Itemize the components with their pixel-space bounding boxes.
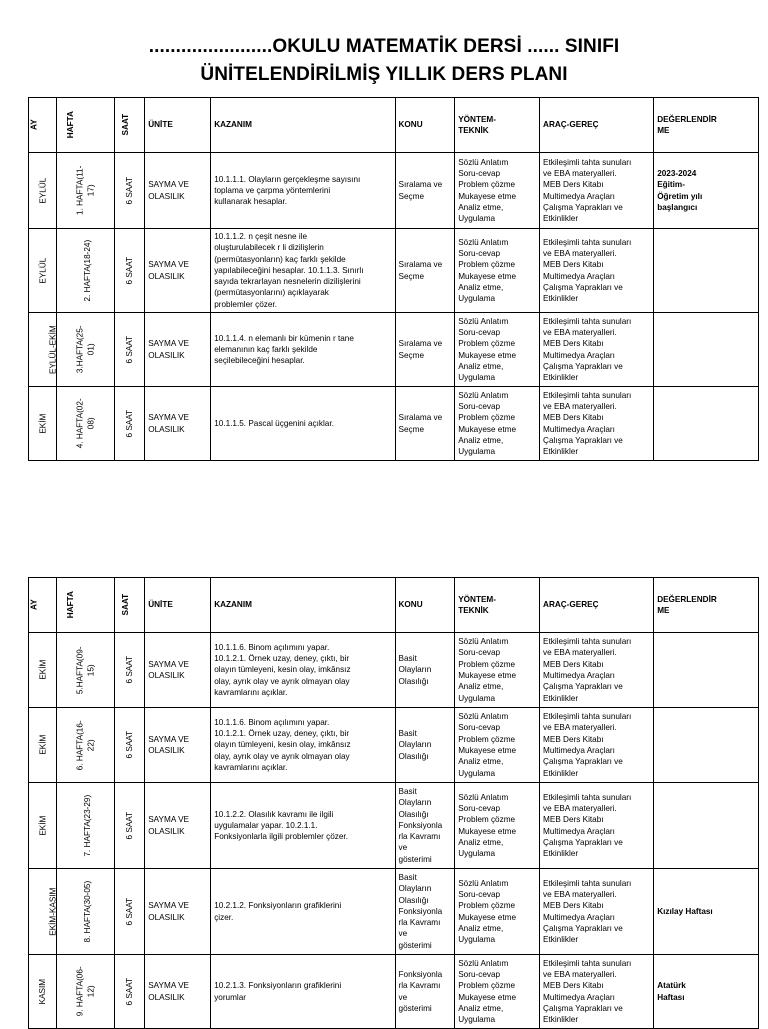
cell-saat: 6 SAAT bbox=[114, 153, 144, 229]
cell-hafta: 3.HAFTA(25- 01) bbox=[57, 313, 115, 387]
cell-saat: 6 SAAT bbox=[114, 633, 144, 708]
cell-yontem: Sözlü Anlatım Soru-cevap Problem çözme Mukayese etme Analiz etme, Uygulama bbox=[455, 955, 540, 1029]
cell-arac: Etkileşimli tahta sunuları ve EBA materyalleri. MEB Ders Kitabı Multimedya Araçları Çalışma Yaprakları ve Etkinlikler bbox=[540, 313, 654, 387]
header-hafta: HAFTA bbox=[57, 98, 115, 153]
cell-kazanim: 10.1.1.5. Pascal üçgenini açıklar. bbox=[211, 387, 395, 461]
cell-saat: 6 SAAT bbox=[114, 229, 144, 313]
cell-konu: Basit Olayların Olasılığı Fonksiyonla rla Kavramı ve gösterimi bbox=[395, 783, 455, 869]
cell-kazanim: 10.2.1.2. Fonksiyonların grafiklerini çizer. bbox=[211, 869, 395, 955]
cell-konu: Sıralama ve Seçme bbox=[395, 153, 455, 229]
cell-konu: Basit Olayların Olasılığı Fonksiyonla rla Kavramı ve gösterimi bbox=[395, 869, 455, 955]
cell-yontem: Sözlü Anlatım Soru-cevap Problem çözme Mukayese etme Analiz etme, Uygulama bbox=[455, 708, 540, 783]
header-kazanim: KAZANIM bbox=[211, 98, 395, 153]
header-yontem: YÖNTEM- TEKNİK bbox=[455, 578, 540, 633]
cell-unite: SAYMA VE OLASILIK bbox=[145, 313, 211, 387]
cell-hafta: 5.HAFTA(09- 15) bbox=[57, 633, 115, 708]
header-hafta: HAFTA bbox=[57, 578, 115, 633]
header-ay: AY bbox=[29, 578, 57, 633]
cell-unite: SAYMA VE OLASILIK bbox=[145, 955, 211, 1029]
cell-ay: EKİM bbox=[29, 387, 57, 461]
cell-yontem: Sözlü Anlatım Soru-cevap Problem çözme Mukayese etme Analiz etme, Uygulama bbox=[455, 229, 540, 313]
cell-saat: 6 SAAT bbox=[114, 869, 144, 955]
cell-ay: EKİM bbox=[29, 783, 57, 869]
cell-yontem: Sözlü Anlatım Soru-cevap Problem çözme Mukayese etme Analiz etme, Uygulama bbox=[455, 313, 540, 387]
cell-saat: 6 SAAT bbox=[114, 387, 144, 461]
document-title: .......................OKULU MATEMATİK DERSİ ...... SINIFI bbox=[148, 36, 620, 57]
header-ay: AY bbox=[29, 98, 57, 153]
cell-unite: SAYMA VE OLASILIK bbox=[145, 229, 211, 313]
cell-konu: Sıralama ve Seçme bbox=[395, 387, 455, 461]
cell-hafta: 2. HAFTA(18-24) bbox=[57, 229, 115, 313]
cell-saat: 6 SAAT bbox=[114, 313, 144, 387]
plan-table-2 bbox=[28, 577, 759, 1029]
cell-hafta: 8. HAFTA(30-05) bbox=[57, 869, 115, 955]
header-konu: KONU bbox=[395, 578, 455, 633]
cell-kazanim: 10.1.1.1. Olayların gerçekleşme sayısını toplama ve çarpma yöntemlerini kullanarak hesaplar. bbox=[211, 153, 395, 229]
cell-konu: Sıralama ve Seçme bbox=[395, 229, 455, 313]
cell-ay: KASIM bbox=[29, 955, 57, 1029]
cell-degerlendirme: 2023-2024 Eğitim- Öğretim yılı başlangıcı bbox=[654, 153, 759, 229]
cell-kazanim: 10.1.1.6. Binom açılımını yapar. 10.1.2.1. Örnek uzay, deney, çıktı, bir olayın tümleyeni, kesin olay, imkânsız olay, ayrık olay ve ayrık olmayan olay kavramlarını açıklar. bbox=[211, 633, 395, 708]
cell-ay: EYLÜL bbox=[29, 153, 57, 229]
cell-arac: Etkileşimli tahta sunuları ve EBA materyalleri. MEB Ders Kitabı Multimedya Araçları Çalışma Yaprakları ve Etkinlikler bbox=[540, 783, 654, 869]
cell-degerlendirme bbox=[654, 229, 759, 313]
cell-konu: Basit Olayların Olasılığı bbox=[395, 633, 455, 708]
cell-degerlendirme bbox=[654, 783, 759, 869]
cell-arac: Etkileşimli tahta sunuları ve EBA materyalleri. MEB Ders Kitabı Multimedya Araçları Çalışma Yaprakları ve Etkinlikler bbox=[540, 869, 654, 955]
header-degerlendirme: DEĞERLENDİR ME bbox=[654, 98, 759, 153]
table-row bbox=[29, 783, 759, 869]
header-row bbox=[29, 98, 759, 153]
table-row bbox=[29, 633, 759, 708]
cell-unite: SAYMA VE OLASILIK bbox=[145, 153, 211, 229]
cell-ay: EKİM bbox=[29, 633, 57, 708]
cell-degerlendirme bbox=[654, 313, 759, 387]
table-row bbox=[29, 313, 759, 387]
header-unite: ÜNİTE bbox=[145, 578, 211, 633]
cell-yontem: Sözlü Anlatım Soru-cevap Problem çözme Mukayese etme Analiz etme, Uygulama bbox=[455, 783, 540, 869]
cell-saat: 6 SAAT bbox=[114, 955, 144, 1029]
cell-kazanim: 10.1.1.2. n çeşit nesne ile oluşturulabilecek r li dizilişlerin (permütasyonların) kaç farklı şekilde yapılabileceğini hesaplar. 10.1.1.3. Sınırlı sayıda tekrarlayan nesnelerin dizilişlerini (permütasyonlarını) açıklayarak problemler çözer. bbox=[211, 229, 395, 313]
cell-yontem: Sözlü Anlatım Soru-cevap Problem çözme Mukayese etme Analiz etme, Uygulama bbox=[455, 153, 540, 229]
cell-arac: Etkileşimli tahta sunuları ve EBA materyalleri. MEB Ders Kitabı Multimedya Araçları Çalışma Yaprakları ve Etkinlikler bbox=[540, 633, 654, 708]
cell-degerlendirme: Atatürk Haftası bbox=[654, 955, 759, 1029]
cell-hafta: 6. HAFTA(16- 22) bbox=[57, 708, 115, 783]
cell-degerlendirme bbox=[654, 633, 759, 708]
cell-saat: 6 SAAT bbox=[114, 708, 144, 783]
cell-konu: Basit Olayların Olasılığı bbox=[395, 708, 455, 783]
table-row bbox=[29, 708, 759, 783]
cell-ay: EYLÜL-EKİM bbox=[29, 313, 57, 387]
cell-degerlendirme bbox=[654, 387, 759, 461]
cell-saat: 6 SAAT bbox=[114, 783, 144, 869]
cell-degerlendirme bbox=[654, 708, 759, 783]
cell-yontem: Sözlü Anlatım Soru-cevap Problem çözme Mukayese etme Analiz etme, Uygulama bbox=[455, 387, 540, 461]
header-arac: ARAÇ-GEREÇ bbox=[540, 98, 654, 153]
header-saat: SAAT bbox=[114, 578, 144, 633]
cell-hafta: 7. HAFTA(23-29) bbox=[57, 783, 115, 869]
table-row bbox=[29, 387, 759, 461]
table-row bbox=[29, 153, 759, 229]
cell-konu: Fonksiyonla rla Kavramı ve gösterimi bbox=[395, 955, 455, 1029]
cell-hafta: 1. HAFTA(11- 17) bbox=[57, 153, 115, 229]
cell-arac: Etkileşimli tahta sunuları ve EBA materyalleri. MEB Ders Kitabı Multimedya Araçları Çalışma Yaprakları ve Etkinlikler bbox=[540, 229, 654, 313]
cell-yontem: Sözlü Anlatım Soru-cevap Problem çözme Mukayese etme Analiz etme, Uygulama bbox=[455, 633, 540, 708]
header-yontem: YÖNTEM- TEKNİK bbox=[455, 98, 540, 153]
cell-konu: Sıralama ve Seçme bbox=[395, 313, 455, 387]
cell-unite: SAYMA VE OLASILIK bbox=[145, 783, 211, 869]
cell-unite: SAYMA VE OLASILIK bbox=[145, 708, 211, 783]
cell-arac: Etkileşimli tahta sunuları ve EBA materyalleri. MEB Ders Kitabı Multimedya Araçları Çalışma Yaprakları ve Etkinlikler bbox=[540, 955, 654, 1029]
plan-table-1 bbox=[28, 97, 759, 461]
cell-ay: EYLÜL bbox=[29, 229, 57, 313]
cell-ay: EKİM-KASIM bbox=[29, 869, 57, 955]
header-arac: ARAÇ-GEREÇ bbox=[540, 578, 654, 633]
cell-degerlendirme: Kızılay Haftası bbox=[654, 869, 759, 955]
cell-yontem: Sözlü Anlatım Soru-cevap Problem çözme Mukayese etme Analiz etme, Uygulama bbox=[455, 869, 540, 955]
cell-arac: Etkileşimli tahta sunuları ve EBA materyalleri. MEB Ders Kitabı Multimedya Araçları Çalışma Yaprakları ve Etkinlikler bbox=[540, 387, 654, 461]
cell-kazanim: 10.1.2.2. Olasılık kavramı ile ilgili uygulamalar yapar. 10.2.1.1. Fonksiyonlarla ilgili problemler çözer. bbox=[211, 783, 395, 869]
cell-arac: Etkileşimli tahta sunuları ve EBA materyalleri. MEB Ders Kitabı Multimedya Araçları Çalışma Yaprakları ve Etkinlikler bbox=[540, 153, 654, 229]
cell-ay: EKİM bbox=[29, 708, 57, 783]
header-row bbox=[29, 578, 759, 633]
header-unite: ÜNİTE bbox=[145, 98, 211, 153]
cell-kazanim: 10.1.1.4. n elemanlı bir kümenin r tane elemanının kaç farklı şekilde seçilebileceğini hesaplar. bbox=[211, 313, 395, 387]
cell-kazanim: 10.2.1.3. Fonksiyonların grafiklerini yorumlar bbox=[211, 955, 395, 1029]
cell-hafta: 4. HAFTA(02- 08) bbox=[57, 387, 115, 461]
cell-unite: SAYMA VE OLASILIK bbox=[145, 387, 211, 461]
cell-unite: SAYMA VE OLASILIK bbox=[145, 869, 211, 955]
cell-unite: SAYMA VE OLASILIK bbox=[145, 633, 211, 708]
cell-arac: Etkileşimli tahta sunuları ve EBA materyalleri. MEB Ders Kitabı Multimedya Araçları Çalışma Yaprakları ve Etkinlikler bbox=[540, 708, 654, 783]
header-konu: KONU bbox=[395, 98, 455, 153]
table-row bbox=[29, 869, 759, 955]
header-degerlendirme: DEĞERLENDİR ME bbox=[654, 578, 759, 633]
header-saat: SAAT bbox=[114, 98, 144, 153]
cell-hafta: 9. HAFTA(06- 12) bbox=[57, 955, 115, 1029]
header-kazanim: KAZANIM bbox=[211, 578, 395, 633]
table-row bbox=[29, 955, 759, 1029]
cell-kazanim: 10.1.1.6. Binom açılımını yapar. 10.1.2.1. Örnek uzay, deney, çıktı, bir olayın tümleyeni, kesin olay, imkânsız olay, ayrık olay ve ayrık olmayan olay kavramlarını açıklar. bbox=[211, 708, 395, 783]
document-subtitle: ÜNİTELENDİRİLMİŞ YILLIK DERS PLANI bbox=[200, 64, 568, 85]
table-row bbox=[29, 229, 759, 313]
